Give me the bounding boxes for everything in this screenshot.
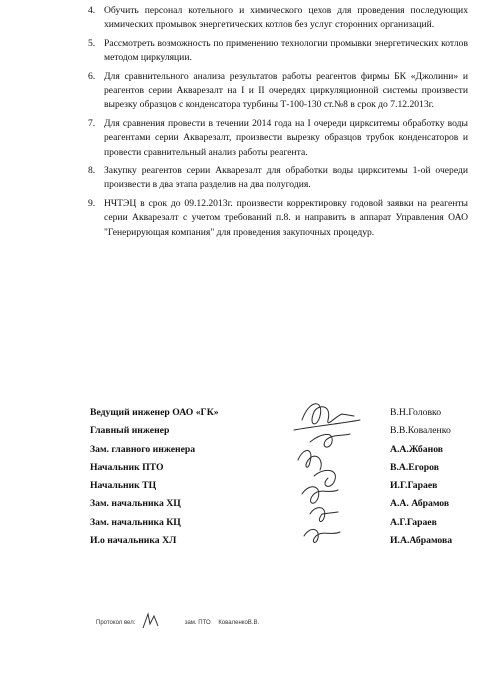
item-number: 6. <box>88 70 96 82</box>
footer-name: КоваленкоВ.В. <box>218 620 260 626</box>
item-number: 4. <box>88 5 96 16</box>
list-item <box>88 37 468 66</box>
list-item <box>88 70 468 113</box>
item-text: Закупку реагентов серии Акварезалт для обработки воды циркситемы 1-ой очереди произвести в два этапа разделив на два полугодия. <box>104 165 468 191</box>
decision-list <box>88 4 468 244</box>
signatory-title: Начальник ПТО <box>90 461 164 473</box>
list-item <box>88 4 468 33</box>
footer-role: зам. ПТО <box>184 620 211 626</box>
item-number: 8. <box>88 165 96 177</box>
signatory-name: В.В.Коваленко <box>390 425 451 437</box>
signatory-title: И.о начальника ХЛ <box>90 535 177 547</box>
signatory-title: Зам. начальника КЦ <box>90 516 181 528</box>
signatory-title: Главный инженер <box>90 425 170 437</box>
signatory-name: В.Н.Головко <box>390 407 442 418</box>
item-text: НЧТЭЦ в срок до 09.12.2013г. произвести корректировку годовой заявки на реагенты серии Акварезалт с учетом требований п.8. и направить в аппарат Управления ОАО "Генерирующая компания" для проведения закупочных процедур. <box>104 197 468 238</box>
protocol-footer <box>96 620 265 626</box>
signatory-name: В.А.Егоров <box>390 461 439 473</box>
item-text: Для сравнения провести в течении 2014 года на I очереди циркситемы обработку воды реагентами серии Акварезалт, произвести вырезку образцов трубок конденсаторов и провести сравнительный анализ работы реагента. <box>104 117 468 158</box>
signatory-name: А.А.Жбанов <box>390 443 444 455</box>
signatory-title: Начальник ТЦ <box>90 480 157 492</box>
list-item <box>88 197 468 240</box>
item-number: 9. <box>88 197 96 209</box>
footer-label: Протокол вел: <box>96 620 136 626</box>
signatory-title: Зам. начальника ХЦ <box>90 498 181 510</box>
signatory-name: А.А. Абрамов <box>390 498 450 510</box>
item-text: Обучить персонал котельного и химического цехов для проведения последующих химических промывок энергетических котлов без услуг сторонних организаций. <box>104 5 468 31</box>
signatory-title: Ведущий инженер ОАО «ГК» <box>90 407 219 418</box>
signatory-name: И.Г.Гараев <box>390 480 438 492</box>
item-text: Для сравнительного анализа результатов работы реагентов фирмы БК «Джолини» и реагентов серии Акварезалт на I и II очередях циркуляционной системы произвести вырезку образцов с конденсатора турбины Т-100-130 ст.№8 в срок до 7.12.2013г. <box>104 70 468 111</box>
handwritten-signatures <box>280 390 370 560</box>
list-item <box>88 164 468 193</box>
item-number: 7. <box>88 117 96 129</box>
list-item <box>88 117 468 160</box>
item-text: Рассмотреть возможность по применению технологии промывки энергетических котлов методом циркуляции. <box>104 37 468 64</box>
signatory-title: Зам. главного инженера <box>90 443 196 455</box>
signatory-name: И.А.Абрамова <box>390 535 453 547</box>
item-number: 5. <box>88 37 96 49</box>
signatory-name: А.Г.Гараев <box>390 516 437 528</box>
